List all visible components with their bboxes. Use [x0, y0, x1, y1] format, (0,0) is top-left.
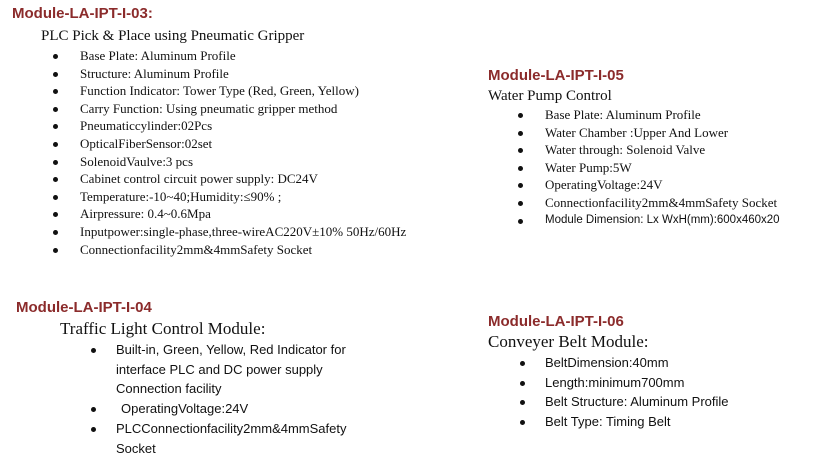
module-04-title: Module-LA-IPT-I-04: [16, 299, 152, 316]
list-item: Water Chamber :Upper And Lower: [507, 124, 780, 142]
list-item: Function Indicator: Tower Type (Red, Green, Yellow): [42, 82, 406, 100]
module-06-title: Module-LA-IPT-I-06: [488, 313, 624, 330]
module-03-spec-list: [42, 47, 406, 258]
list-item: Base Plate: Aluminum Profile: [507, 106, 780, 124]
list-item: OperatingVoltage:24V: [88, 399, 388, 419]
module-04-section: [16, 299, 388, 458]
list-item: PLCConnectionfacility2mm&4mmSafety Socket: [88, 419, 388, 458]
list-item: OperatingVoltage:24V: [507, 176, 780, 194]
list-item: BeltDimension:40mm: [517, 353, 827, 373]
module-04-spec-list: [88, 340, 388, 458]
module-06-section: [488, 313, 827, 432]
module-06-subtitle: Conveyer Belt Module:: [488, 332, 649, 351]
list-item: SolenoidVaulve:3 pcs: [42, 153, 406, 171]
list-item: Airpressure: 0.4~0.6Mpa: [42, 205, 406, 223]
module-03-title: Module-LA-IPT-I-03:: [12, 5, 153, 22]
module-05-spec-list: [507, 106, 780, 229]
list-item: Base Plate: Aluminum Profile: [42, 47, 406, 65]
module-03-subtitle: PLC Pick & Place using Pneumatic Gripper: [41, 28, 305, 44]
list-item: Connectionfacility2mm&4mmSafety Socket: [42, 241, 406, 259]
list-item: Structure: Aluminum Profile: [42, 65, 406, 83]
list-item: Built-in, Green, Yellow, Red Indicator for interface PLC and DC power supply Connection facility: [88, 340, 388, 399]
list-item: Water through: Solenoid Valve: [507, 141, 780, 159]
module-05-section: [488, 67, 780, 229]
module-05-subtitle: Water Pump Control: [488, 88, 612, 104]
list-item: Cabinet control circuit power supply: DC24V: [42, 170, 406, 188]
list-item: Length:minimum700mm: [517, 373, 827, 393]
list-item: Connectionfacility2mm&4mmSafety Socket: [507, 194, 780, 212]
module-05-title: Module-LA-IPT-I-05: [488, 67, 624, 84]
module-03-section: [12, 5, 406, 258]
module-04-subtitle: Traffic Light Control Module:: [60, 319, 266, 338]
list-item: Belt Type: Timing Belt: [517, 412, 827, 432]
list-item: Belt Structure: Aluminum Profile: [517, 392, 827, 412]
list-item: OpticalFiberSensor:02set: [42, 135, 406, 153]
list-item: Temperature:-10~40;Humidity:≤90% ;: [42, 188, 406, 206]
list-item: Water Pump:5W: [507, 159, 780, 177]
list-item: Pneumaticcylinder:02Pcs: [42, 117, 406, 135]
list-item: Carry Function: Using pneumatic gripper method: [42, 100, 406, 118]
list-item: Inputpower:single-phase,three-wireAC220V±10% 50Hz/60Hz: [42, 223, 406, 241]
list-item: Module Dimension: Lx WxH(mm):600x460x20: [507, 212, 780, 230]
module-06-spec-list: [517, 353, 827, 432]
